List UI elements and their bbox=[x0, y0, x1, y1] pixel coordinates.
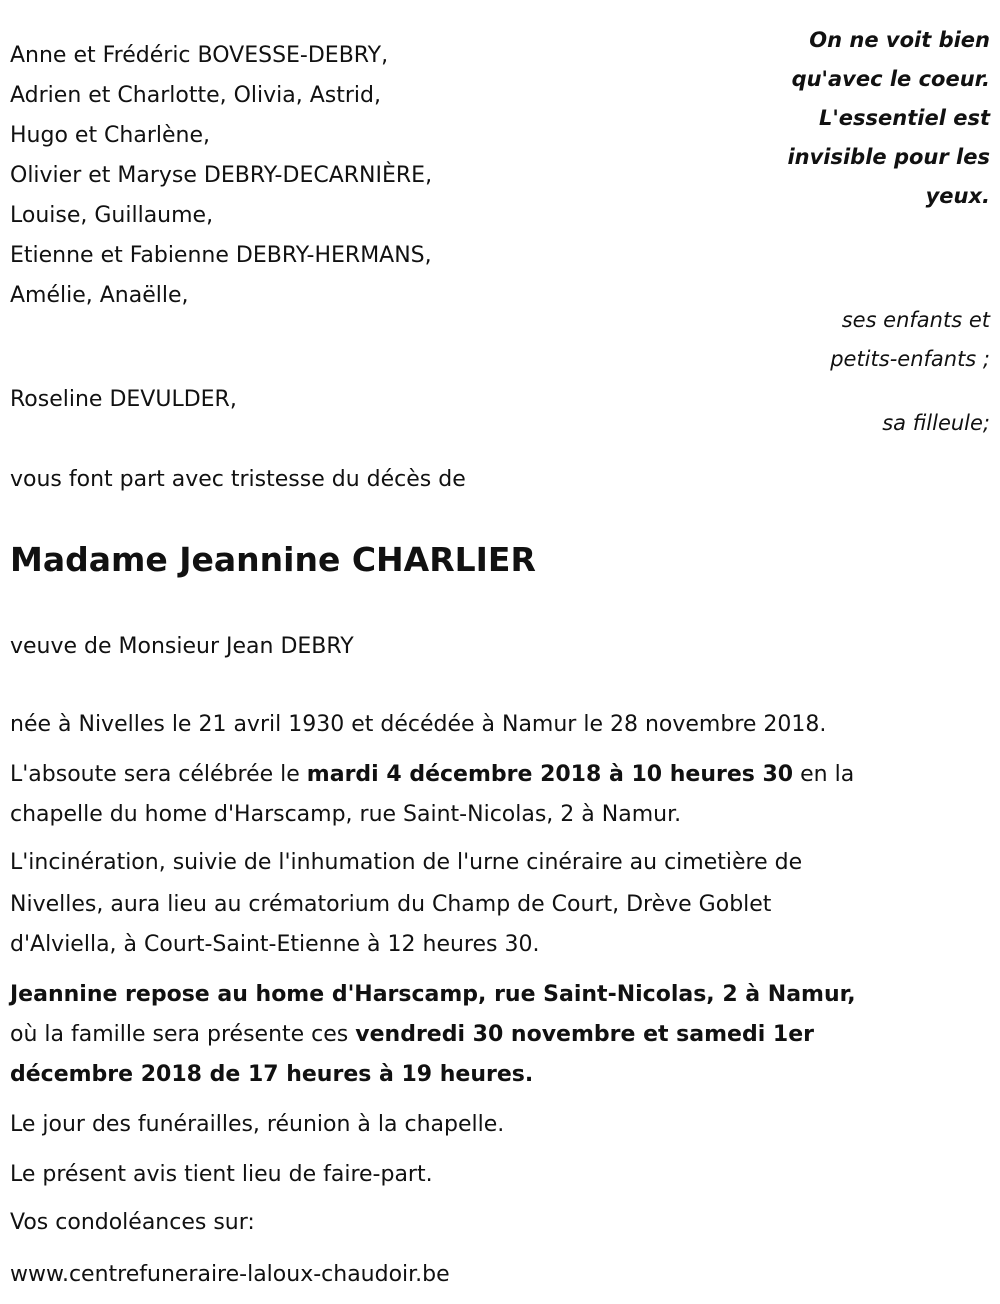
announcement: vous font part avec tristesse du décès de bbox=[10, 467, 466, 492]
incineration-line: d'Alviella, à Court-Saint-Etienne à 12 heures 30. bbox=[10, 932, 540, 957]
widow-of: veuve de Monsieur Jean DEBRY bbox=[10, 634, 354, 659]
quote-line: On ne voit bien bbox=[809, 28, 990, 52]
website-link[interactable]: www.centrefuneraire-laloux-chaudoir.be bbox=[10, 1262, 450, 1287]
relation-children: ses enfants et bbox=[841, 308, 990, 332]
notice: Le présent avis tient lieu de faire-part. bbox=[10, 1162, 433, 1187]
visitation-dates: vendredi 30 novembre et samedi 1er bbox=[355, 1022, 814, 1047]
birth-death: née à Nivelles le 21 avril 1930 et décédée à Namur le 28 novembre 2018. bbox=[10, 712, 827, 737]
absoute-date: mardi 4 décembre 2018 à 10 heures 30 bbox=[306, 762, 794, 787]
family-line: Louise, Guillaume, bbox=[10, 203, 214, 228]
absoute-location: chapelle du home d'Harscamp, rue Saint-Nicolas, 2 à Namur. bbox=[10, 802, 682, 827]
absoute-line bbox=[10, 760, 854, 790]
goddaughter-name: Roseline DEVULDER, bbox=[10, 387, 237, 412]
relation-goddaughter: sa filleule; bbox=[882, 411, 990, 435]
family-line: Adrien et Charlotte, Olivia, Astrid, bbox=[10, 83, 381, 108]
absoute-post: en la bbox=[793, 762, 855, 787]
quote-line: yeux. bbox=[925, 184, 990, 208]
visitation-pre: où la famille sera présente ces bbox=[10, 1022, 356, 1047]
quote-line: qu'avec le coeur. bbox=[791, 67, 990, 91]
visitation-line: décembre 2018 de 17 heures à 19 heures. bbox=[10, 1062, 534, 1087]
family-line: Hugo et Charlène, bbox=[10, 123, 211, 148]
family-line: Amélie, Anaëlle, bbox=[10, 283, 189, 308]
family-line: Etienne et Fabienne DEBRY-HERMANS, bbox=[10, 243, 432, 268]
quote-line: invisible pour les bbox=[787, 145, 990, 169]
incineration-line: L'incinération, suivie de l'inhumation de l'urne cinéraire au cimetière de bbox=[10, 850, 803, 875]
family-line: Anne et Frédéric BOVESSE-DEBRY, bbox=[10, 43, 389, 68]
family-line: Olivier et Maryse DEBRY-DECARNIÈRE, bbox=[10, 163, 433, 188]
condolences-label: Vos condoléances sur: bbox=[10, 1210, 255, 1235]
incineration-line: Nivelles, aura lieu au crématorium du Champ de Court, Drève Goblet bbox=[10, 892, 772, 917]
quote-line: L'essentiel est bbox=[818, 106, 990, 130]
deceased-name: Madame Jeannine CHARLIER bbox=[10, 540, 536, 579]
relation-children: petits-enfants ; bbox=[830, 347, 990, 371]
visitation-line bbox=[10, 1020, 814, 1050]
absoute-pre: L'absoute sera célébrée le bbox=[10, 762, 307, 787]
visitation-line: Jeannine repose au home d'Harscamp, rue Saint-Nicolas, 2 à Namur, bbox=[10, 982, 856, 1007]
funeral-day: Le jour des funérailles, réunion à la chapelle. bbox=[10, 1112, 505, 1137]
